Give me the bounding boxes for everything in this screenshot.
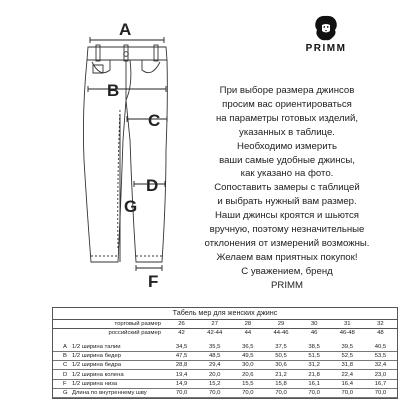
value-cell: 49,5 xyxy=(231,352,264,361)
trade-size-cell: 31 xyxy=(331,320,364,329)
value-cell: 40,5 xyxy=(364,343,397,352)
value-cell: 53,5 xyxy=(364,352,397,361)
russian-size-cell: 44-46 xyxy=(264,329,297,338)
trade-size-cell: 27 xyxy=(198,320,231,329)
info-line: При выборе размера джинсов xyxy=(219,85,355,96)
info-line: ваши самые удобные джинсы, xyxy=(219,154,355,166)
info-line: С уважением, бренд xyxy=(241,265,333,277)
info-line: как указано на фото. xyxy=(240,168,334,180)
info-line: Наши джинсы кроятся и шьются xyxy=(214,210,359,222)
value-cell: 30,6 xyxy=(264,361,297,370)
russian-size-label: российский размер xyxy=(53,329,165,338)
size-table-title: Табель мер для женских джинс xyxy=(172,308,278,317)
row-letter: B xyxy=(53,352,71,361)
row-description: Длина по внутреннему шву xyxy=(71,388,165,397)
value-cell: 50,5 xyxy=(264,352,297,361)
russian-size-cell: 48 xyxy=(364,329,397,338)
value-cell: 70,0 xyxy=(198,388,231,397)
value-cell: 31,2 xyxy=(298,361,331,370)
label-b: B xyxy=(107,81,120,100)
value-cell: 16,7 xyxy=(364,379,397,388)
trade-size-cell: 26 xyxy=(165,320,198,329)
info-line: отклонения от измерений возможны. xyxy=(204,237,370,249)
value-cell: 15,8 xyxy=(264,379,297,388)
value-cell: 47,5 xyxy=(165,352,198,361)
row-description: 1/2 ширина бедра xyxy=(71,361,165,370)
value-cell: 31,8 xyxy=(331,361,364,370)
label-a: A xyxy=(119,20,132,39)
value-cell: 34,5 xyxy=(165,343,198,352)
row-description: 1/2 ширина бедер xyxy=(71,352,165,361)
value-cell: 15,2 xyxy=(198,379,231,388)
table-row xyxy=(53,388,397,397)
row-letter: F xyxy=(53,379,71,388)
info-line: вручную, поэтому незначительные xyxy=(209,224,365,236)
size-table-container xyxy=(52,307,398,399)
value-cell: 51,5 xyxy=(298,352,331,361)
russian-size-cell: 46 xyxy=(298,329,331,338)
value-cell: 16,4 xyxy=(331,379,364,388)
russian-size-cell: 42-44 xyxy=(198,329,231,338)
lion-logo-icon xyxy=(313,14,339,42)
value-cell: 37,5 xyxy=(264,343,297,352)
russian-size-cell: 44 xyxy=(231,329,264,338)
info-line: Желаем вам приятных покупок! xyxy=(216,251,358,263)
trade-size-cell: 28 xyxy=(231,320,264,329)
row-letter: G xyxy=(53,388,71,397)
row-letter: A xyxy=(53,343,71,352)
value-cell: 20,6 xyxy=(231,370,264,379)
info-line: и выбрать нужный вам размер. xyxy=(217,196,357,208)
value-cell: 39,5 xyxy=(331,343,364,352)
value-cell: 36,5 xyxy=(231,343,264,352)
row-description: 1/2 ширина талии xyxy=(71,343,165,352)
table-row xyxy=(53,379,397,388)
table-row xyxy=(53,352,397,361)
value-cell: 70,0 xyxy=(298,388,331,397)
value-cell: 21,2 xyxy=(264,370,297,379)
brand-wordmark: PRIMM xyxy=(305,43,347,54)
info-line: Необходимо измерить xyxy=(237,140,337,152)
label-d: D xyxy=(146,176,159,195)
russian-size-cell: 42 xyxy=(165,329,198,338)
value-cell: 20,0 xyxy=(198,370,231,379)
russian-size-cell: 46-48 xyxy=(331,329,364,338)
size-advice-text xyxy=(192,84,382,293)
value-cell: 70,0 xyxy=(364,388,397,397)
value-cell: 29,4 xyxy=(198,361,231,370)
info-line: PRIMM xyxy=(271,279,303,291)
value-cell: 70,0 xyxy=(264,388,297,397)
info-line: Сопоставить замеры с таблицей xyxy=(214,182,360,194)
info-line: просим вас ориентироваться xyxy=(222,98,352,110)
size-table xyxy=(53,319,397,398)
table-row xyxy=(53,361,397,370)
value-cell: 52,5 xyxy=(331,352,364,361)
value-cell: 16,1 xyxy=(298,379,331,388)
value-cell: 70,0 xyxy=(331,388,364,397)
info-line: на параметры готовых изделий, xyxy=(215,112,359,124)
value-cell: 15,5 xyxy=(231,379,264,388)
row-letter: D xyxy=(53,370,71,379)
value-cell: 23,0 xyxy=(364,370,397,379)
trade-size-cell: 29 xyxy=(264,320,297,329)
row-letter: C xyxy=(53,361,71,370)
value-cell: 30,0 xyxy=(231,361,264,370)
value-cell: 48,5 xyxy=(198,352,231,361)
jeans-outline xyxy=(83,45,167,262)
table-row xyxy=(53,343,397,352)
trade-size-label: торговый размер xyxy=(53,320,165,329)
value-cell: 70,0 xyxy=(231,388,264,397)
label-c: C xyxy=(148,111,161,130)
russian-size-row xyxy=(53,329,397,338)
jeans-measurement-diagram xyxy=(0,0,200,290)
value-cell: 22,4 xyxy=(331,370,364,379)
value-cell: 21,8 xyxy=(298,370,331,379)
label-g: G xyxy=(124,197,138,216)
label-f: F xyxy=(148,272,159,290)
info-line: указанных в таблице. xyxy=(239,126,335,138)
row-description: 1/2 ширина колена xyxy=(71,370,165,379)
trade-size-cell: 30 xyxy=(298,320,331,329)
value-cell: 14,9 xyxy=(165,379,198,388)
value-cell: 32,4 xyxy=(364,361,397,370)
value-cell: 70,0 xyxy=(165,388,198,397)
table-row xyxy=(53,370,397,379)
row-description: 1/2 ширина низа xyxy=(71,379,165,388)
value-cell: 35,5 xyxy=(198,343,231,352)
value-cell: 28,8 xyxy=(165,361,198,370)
trade-size-row xyxy=(53,320,397,329)
trade-size-cell: 32 xyxy=(364,320,397,329)
value-cell: 38,5 xyxy=(298,343,331,352)
value-cell: 19,4 xyxy=(165,370,198,379)
